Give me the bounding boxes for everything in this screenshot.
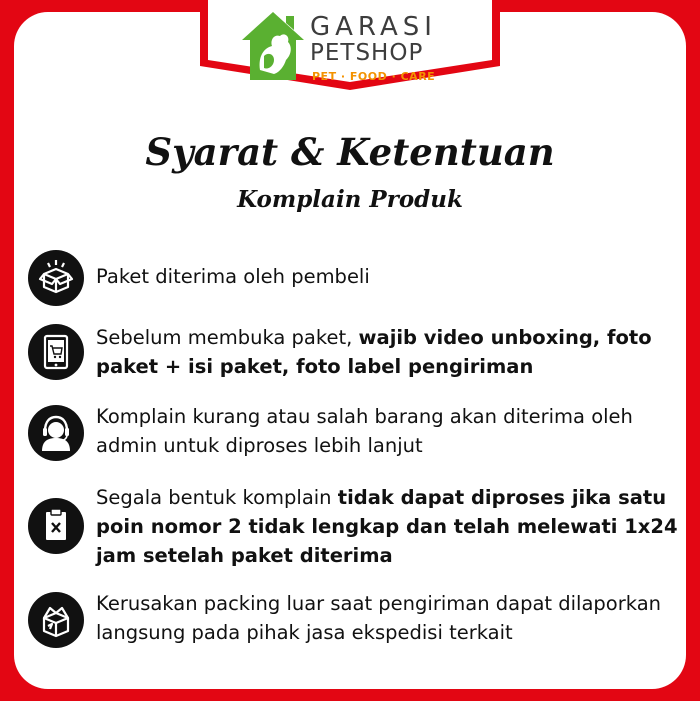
rule-text <box>96 483 686 570</box>
rule-text-part: Kerusakan packing luar saat pengiriman dapat dilaporkan langsung pada pihak jasa ekspedisi terkait <box>96 592 662 644</box>
customer-service-icon <box>28 405 84 461</box>
rule-text <box>96 402 686 460</box>
rule-text <box>96 262 686 291</box>
page-subtitle: Komplain Produk <box>237 186 463 213</box>
rule-text-bold: tidak dapat diproses jika satu poin nomor 2 tidak lengkap dan telah melewati 1x24 jam setelah paket diterima <box>96 486 678 567</box>
tablet-cart-icon <box>28 324 84 380</box>
rule-text-part: Segala bentuk komplain <box>96 486 338 509</box>
brand-name-line1: GARASI <box>310 12 437 42</box>
damaged-box-icon <box>28 592 84 648</box>
rule-text-part: Paket diterima oleh pembeli <box>96 265 370 288</box>
rule-text-part: Sebelum membuka paket, <box>96 326 359 349</box>
clipboard-x-icon <box>28 498 84 554</box>
brand-tagline: PET · FOOD · CARE <box>312 70 436 83</box>
rule-text-part: Komplain kurang atau salah barang akan diterima oleh admin untuk diproses lebih lanjut <box>96 405 633 457</box>
rule-text-bold: wajib video unboxing, foto paket + isi paket, foto label pengiriman <box>96 326 652 378</box>
brand-logo-tab <box>200 0 500 90</box>
brand-name-line2: PETSHOP <box>310 40 424 66</box>
box-icon <box>28 250 84 306</box>
house-pet-logo-icon <box>240 10 306 82</box>
rule-text <box>96 589 686 647</box>
page-title: Syarat & Ketentuan <box>145 130 555 174</box>
rule-text <box>96 323 686 381</box>
